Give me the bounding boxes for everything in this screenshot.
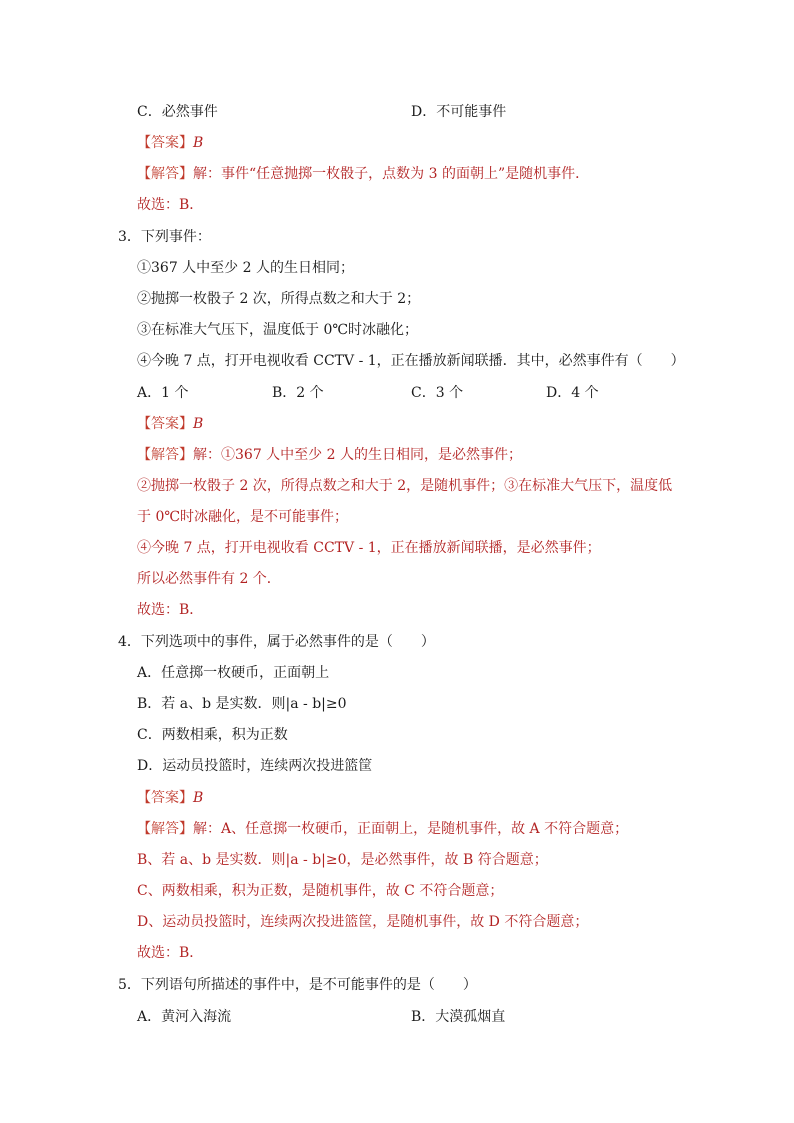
q5-stem: 5．下列语句所描述的事件中，是不可能事件的是（ ） (118, 977, 477, 993)
q2-conclusion: 故选：B． (137, 197, 204, 213)
explain-text: 解：事件“任意抛掷一枚骰子，点数为 3 的面朝上”是随机事件． (193, 166, 590, 182)
q4-option-b: B．若 a、b 是实数．则|a - b|≥0 (137, 696, 347, 712)
q4-option-c: C．两数相乘，积为正数 (137, 727, 288, 743)
q4-explain-line-2: B、若 a、b 是实数．则|a - b|≥0，是必然事件，故 B 符合题意； (137, 852, 548, 868)
answer-value: B (193, 135, 204, 151)
q3-stem: 3．下列事件： (118, 229, 211, 245)
q4-explain-line (137, 819, 628, 839)
answer-value: B (193, 790, 204, 806)
q4-stem: 4．下列选项中的事件，属于必然事件的是（ ） (118, 634, 435, 650)
q3-item-1: ①367 人中至少 2 人的生日相同； (137, 260, 354, 276)
q4-option-d: D．运动员投篮时，连续两次投进篮筐 (137, 758, 373, 774)
q3-item-3: ③在标准大气压下，温度低于 0℃时冰融化； (137, 322, 419, 338)
explain-tag: 【解答】 (137, 821, 193, 837)
q4-explain-line-3: C、两数相乘，积为正数，是随机事件，故 C 不符合题意； (137, 883, 504, 899)
q4-option-a: A．任意掷一枚硬币，正面朝上 (137, 665, 330, 681)
q3-explain-line-4: ④今晚 7 点，打开电视收看 CCTV - 1，正在播放新闻联播，是必然事件； (137, 540, 601, 556)
q3-option-b: B．2 个 (272, 385, 324, 401)
answer-tag: 【答案】 (137, 416, 193, 432)
answer-tag: 【答案】 (137, 135, 193, 151)
answer-tag: 【答案】 (137, 790, 193, 806)
q2-option-d: D．不可能事件 (411, 104, 507, 120)
q4-explain-line-4: D、运动员投篮时，连续两次投进篮筐，是随机事件，故 D 不符合题意； (137, 914, 589, 930)
q2-option-c: C．必然事件 (137, 104, 218, 120)
q3-option-d: D．4 个 (546, 385, 599, 401)
q3-item-4: ④今晚 7 点，打开电视收看 CCTV - 1，正在播放新闻联播．其中，必然事件有（ ） (137, 353, 685, 369)
q3-item-2: ②抛掷一枚骰子 2 次，所得点数之和大于 2； (137, 291, 421, 307)
q3-conclusion: 故选：B． (137, 602, 204, 618)
answer-value: B (193, 416, 204, 432)
q4-conclusion: 故选：B． (137, 945, 204, 961)
explain-text: 解：①367 人中至少 2 人的生日相同，是必然事件； (193, 447, 522, 463)
q3-option-a: A．1 个 (137, 385, 189, 401)
q2-explain-line (137, 164, 589, 184)
q4-answer-line (137, 788, 203, 808)
q3-explain-line (137, 445, 522, 465)
q5-option-b: B．大漠孤烟直 (411, 1009, 506, 1025)
q3-answer-line (137, 414, 203, 434)
q3-explain-line-2: ②抛掷一枚骰子 2 次，所得点数之和大于 2，是随机事件；③在标准大气压下，温度低 (137, 478, 673, 494)
explain-text: 解：A、任意掷一枚硬币，正面朝上，是随机事件，故 A 不符合题意； (193, 821, 629, 837)
q3-explain-line-3: 于 0℃时冰融化，是不可能事件； (137, 509, 349, 525)
q3-option-c: C．3 个 (411, 385, 464, 401)
q2-answer-line (137, 133, 203, 153)
q3-explain-line-5: 所以必然事件有 2 个． (137, 571, 281, 587)
explain-tag: 【解答】 (137, 447, 193, 463)
q5-option-a: A．黄河入海流 (137, 1009, 232, 1025)
explain-tag: 【解答】 (137, 166, 193, 182)
